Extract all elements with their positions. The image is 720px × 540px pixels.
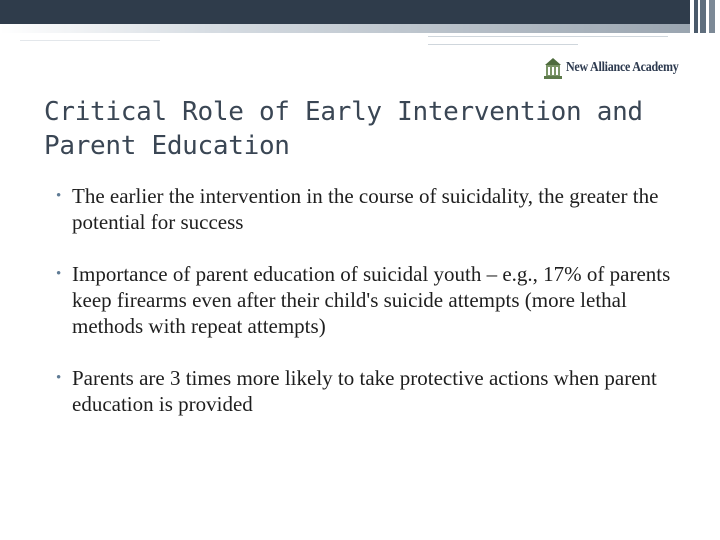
building-icon: [543, 56, 563, 80]
logo-text: New Alliance Academy: [566, 60, 679, 75]
header-band: [0, 0, 690, 24]
slide-title: Critical Role of Early Intervention and Parent Education: [44, 97, 643, 161]
logo: [543, 55, 697, 81]
decorative-rule: [20, 40, 160, 41]
bullet-marker: •: [56, 266, 62, 282]
header-stripe: [709, 0, 715, 33]
bullet-marker: •: [56, 370, 62, 386]
decorative-rule: [428, 44, 578, 45]
bullet-item: [56, 365, 696, 417]
bullet-text: The earlier the intervention in the course of suicidality, the greater the potential for success: [72, 184, 659, 234]
bullet-item: [56, 183, 696, 235]
bullet-text: Parents are 3 times more likely to take protective actions when parent education is provided: [72, 366, 657, 416]
header-stripe: [694, 0, 698, 33]
header-stripe: [700, 0, 706, 33]
bullet-text: Importance of parent education of suicidal youth – e.g., 17% of parents keep firearms even after their child's suicide attempts (more lethal methods with repeat attempts): [72, 262, 671, 338]
header-gradient: [0, 24, 690, 33]
bullet-marker: •: [56, 188, 62, 204]
bullet-item: [56, 261, 696, 339]
decorative-rule: [428, 36, 668, 37]
bullet-list: [56, 183, 696, 417]
